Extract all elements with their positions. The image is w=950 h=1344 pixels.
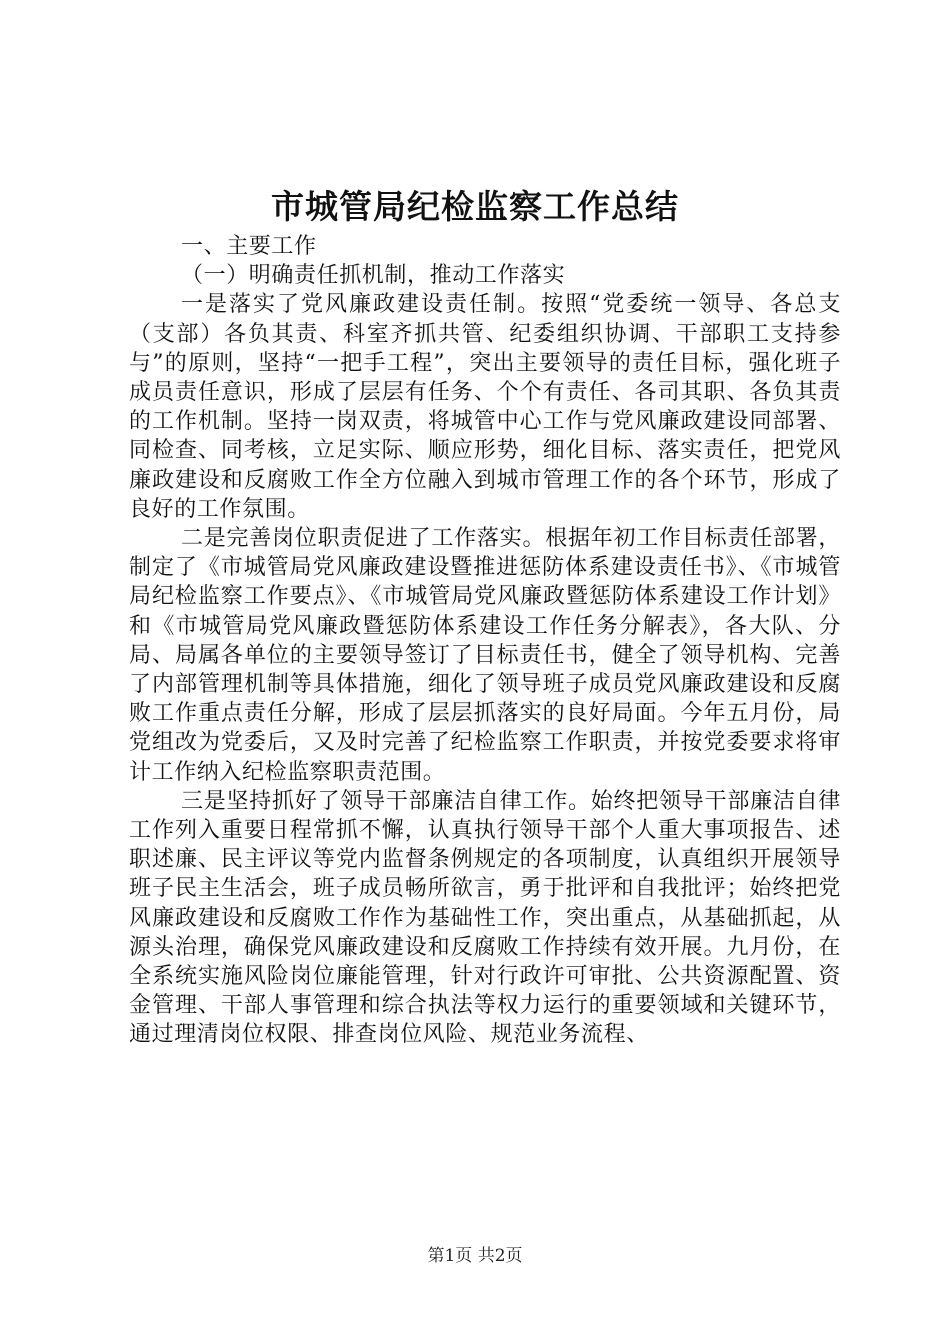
section-heading: 一、主要工作 [181,234,317,259]
document-title: 市城管局纪检监察工作总结 [271,187,679,226]
paragraph-3: 三是坚持抓好了领导干部廉洁自律工作。始终把领导干部廉洁自律工作列入重要日程常抓不懈，认真执行领导干部个人重大事项报告、述职述廉、民主评议等党内监督条例规定的各项制度，认真组织开展领导班子民主生活会，班子成员畅所欲言，勇于批评和自我批评；始终把党风廉政建设和反腐败工作作为基础性工作，突出重点，从基础抓起，从源头治理，确保党风廉政建设和反腐败工作持续有效开展。九月份，在全系统实施风险岗位廉能管理，针对行政许可审批、公共资源配置、资金管理、干部人事管理和综合执法等权力运行的重要领域和关键环节，通过理清岗位权限、排查岗位风险、规范业务流程、 [129,788,841,1048]
subsection-heading: （一）明确责任抓机制，推动工作落实 [181,263,566,289]
document-body [129,232,841,1050]
page-number-footer: 第1页 共2页 [427,1246,523,1266]
paragraph-2: 二是完善岗位职责促进了工作落实。根据年初工作目标责任部署，制定了《市城管局党风廉政建设暨推进惩防体系建设责任书》、《市城管局纪检监察工作要点》、《市城管局党风廉政暨惩防体系建设工作计划》和《市城管局党风廉政暨惩防体系建设工作任务分解表》，各大队、分局、局属各单位的主要领导签订了目标责任书，健全了领导机构、完善了内部管理机制等具体措施，细化了领导班子成员党风廉政建设和反腐败工作重点责任分解，形成了层层抓落实的良好局面。今年五月份，局党组改为党委后，又及时完善了纪检监察工作职责，并按党委要求将审计工作纳入纪检监察职责范围。 [129,526,841,785]
paragraph-1: 一是落实了党风廉政建设责任制。按照“党委统一领导、各总支（支部）各负其责、科室齐抓共管、纪委组织协调、干部职工支持参与”的原则，坚持“一把手工程”，突出主要领导的责任目标，强化班子成员责任意识，形成了层层有任务、个个有责任、各司其职、各负其责的工作机制。坚持一岗双责，将城管中心工作与党风廉政建设同部署、同检查、同考核，立足实际、顺应形势，细化目标、落实责任，把党风廉政建设和反腐败工作全方位融入到城市管理工作的各个环节，形成了良好的工作氛围。 [129,292,841,522]
